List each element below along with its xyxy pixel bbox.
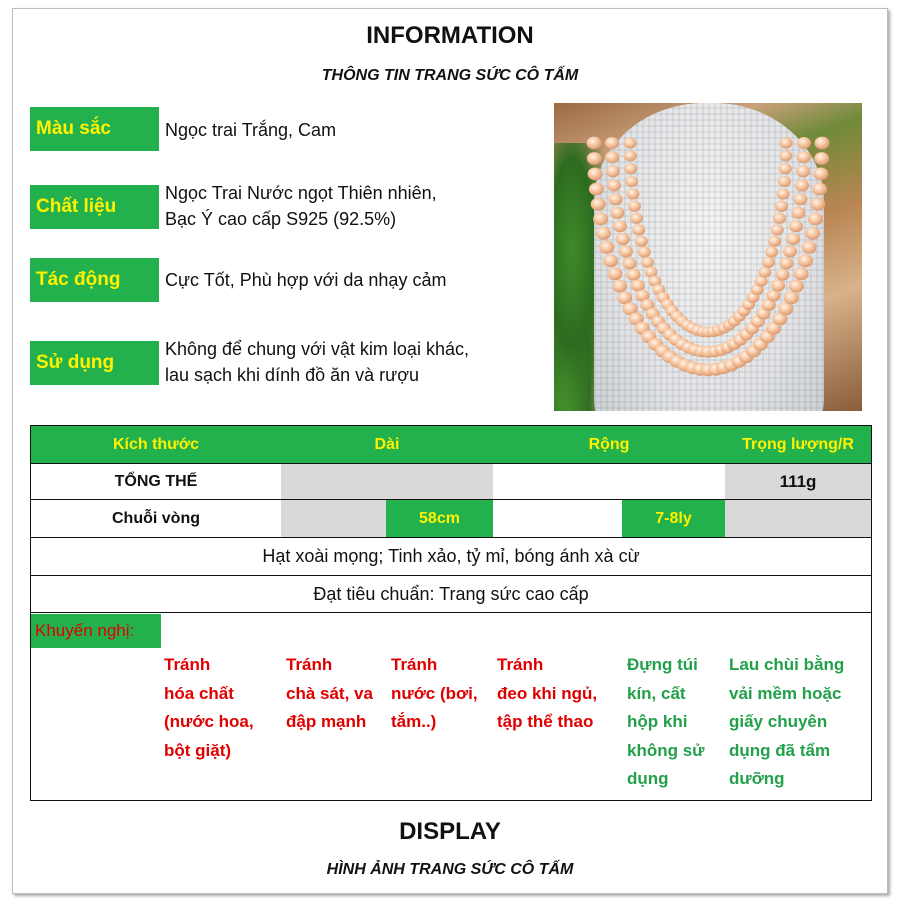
pearl-bead [599, 241, 614, 254]
pearl-bead [591, 198, 606, 211]
pearl-bead [605, 151, 619, 163]
pearl-bead [623, 257, 637, 269]
pearl-bead [641, 257, 654, 268]
attr-value-line: Bạc Ý cao cấp S925 (92.5%) [165, 209, 397, 229]
attr-value-line: Ngọc Trai Nước ngọt Thiên nhiên, [165, 183, 437, 203]
pearl-bead [798, 254, 813, 267]
pearl-bead [812, 183, 827, 196]
pearl-bead [628, 201, 641, 212]
page-title: INFORMATION [366, 22, 534, 49]
pearl-bead [778, 302, 793, 315]
attr-value-usage [165, 336, 469, 388]
pearl-bead [624, 163, 637, 174]
pearl-bead [759, 267, 772, 278]
header-length: Dài [281, 426, 493, 463]
attr-label-material: Chất liệu [30, 185, 159, 229]
pearl-bead [797, 137, 811, 149]
pearl-bead [625, 176, 638, 187]
note-quality: Hạt xoài mọng; Tinh xảo, tỷ mỉ, bóng ánh xà cừ [262, 546, 640, 566]
attr-value-line: lau sạch khi dính đồ ăn và rượu [165, 365, 420, 385]
rec-line: Tránh [164, 655, 211, 674]
attr-value-line: Cực Tốt, Phù hợp với da nhạy cảm [165, 270, 447, 290]
pearl-bead [611, 207, 625, 219]
pearl-bead [779, 150, 792, 161]
rec-line: vải mềm hoặc [729, 683, 842, 703]
pearl-bead [814, 152, 829, 165]
overall-length-cell [281, 464, 493, 499]
rec-line: hóa chất [164, 683, 234, 703]
pearl-bead [810, 198, 825, 211]
rec-line: chà sát, va [286, 683, 373, 703]
pearl-bead [593, 213, 608, 226]
pearl-bead [588, 168, 603, 181]
attr-label-color: Màu sắc [30, 107, 159, 151]
attr-label-effect: Tác động [30, 258, 159, 302]
rec-line: tập thể thao [497, 712, 594, 731]
table-row-strand [31, 500, 871, 538]
strand-width: 7-8ly [622, 500, 725, 537]
display-subtitle: HÌNH ẢNH TRANG SỨC CÔ TẤM [326, 861, 574, 878]
recommendation-2 [286, 651, 373, 737]
pearl-bead [808, 213, 823, 226]
recommend-label: Khuyến nghị: [31, 614, 161, 648]
pearl-bead [776, 269, 790, 281]
pearl-bead [638, 247, 651, 258]
pearl-bead [795, 180, 809, 192]
pearl-bead [779, 163, 792, 174]
attr-value-material [165, 180, 437, 232]
rec-line: Tránh [286, 655, 333, 674]
pearl-bead [786, 233, 800, 245]
rec-line: tắm..) [391, 712, 437, 731]
pearl-bead [607, 267, 622, 280]
pearl-bead [784, 291, 799, 304]
pearl-bead [778, 176, 791, 187]
rec-line: dụng [627, 769, 669, 788]
pearl-bead [796, 165, 810, 177]
pearl-bead [773, 213, 786, 224]
rec-line: Lau chùi bằng [729, 655, 845, 674]
pearl-bead [792, 207, 806, 219]
rec-line: đập mạnh [286, 712, 367, 731]
pearl-bead [619, 246, 633, 258]
table-row-overall [31, 464, 871, 500]
pearl-bead [765, 247, 778, 258]
pearl-necklace-image [554, 103, 862, 411]
rec-line: kín, cất [627, 683, 686, 703]
rec-line: dụng đã tẩm [729, 740, 831, 760]
pearl-bead [632, 225, 645, 236]
overall-label: TỔNG THỂ [114, 472, 198, 490]
pearl-bead [617, 291, 632, 304]
attr-label-usage: Sử dụng [30, 341, 159, 385]
header-size: Kích thước [31, 426, 281, 463]
recommendation-3 [391, 651, 478, 737]
strand-width-pad [493, 500, 622, 537]
display-title: DISPLAY [399, 818, 501, 845]
pearl-bead [609, 193, 623, 205]
pearl-bead [612, 280, 627, 293]
recommendation-6 [729, 651, 844, 794]
size-table [30, 425, 872, 801]
rec-line: không sử [627, 740, 705, 760]
overall-weight: 111g [725, 464, 871, 499]
rec-line: bột giặt) [164, 740, 232, 760]
pearl-bead [777, 189, 790, 200]
pearl-bead [813, 168, 828, 181]
rec-line: dưỡng [729, 769, 785, 788]
header-weight: Trọng lượng/R [725, 426, 871, 463]
rec-line: giấy chuyên [729, 712, 828, 731]
rec-line: Tránh [497, 655, 544, 674]
rec-line: đeo khi ngủ, [497, 683, 598, 703]
strand-length: 58cm [386, 500, 493, 537]
pearl-bead [630, 213, 643, 224]
pearl-bead [624, 138, 637, 149]
rec-line: Đựng túi [627, 655, 698, 674]
rec-line: hộp khi [627, 712, 688, 731]
rec-line: Tránh [391, 655, 438, 674]
strand-label: Chuỗi vòng [112, 509, 200, 527]
pearl-bead [789, 220, 803, 232]
pearl-bead [635, 236, 648, 247]
pearl-bead [587, 137, 602, 150]
strand-weight-cell [725, 500, 871, 537]
pearl-bead [605, 137, 619, 149]
page-subtitle: THÔNG TIN TRANG SỨC CÔ TẤM [321, 67, 579, 84]
pearl-bead [802, 241, 817, 254]
attr-value-line: Ngọc trai Trắng, Cam [165, 120, 337, 140]
strand-length-pad [281, 500, 386, 537]
pearl-bead [783, 246, 797, 258]
rec-line: nước (bơi, [391, 683, 478, 703]
pearl-bead [616, 233, 630, 245]
pearl-bead [780, 138, 793, 149]
attr-value-effect [165, 267, 446, 293]
table-row-note2 [31, 576, 871, 613]
pearl-bead [793, 193, 807, 205]
pearl-bead [596, 227, 611, 240]
pearl-bead [606, 165, 620, 177]
attr-value-color [165, 117, 336, 143]
pearl-bead [789, 280, 804, 293]
pearl-bead [797, 151, 811, 163]
pearl-bead [771, 225, 784, 236]
recommendation-1 [164, 651, 254, 765]
recommendation-5 [627, 651, 704, 794]
product-photo [554, 103, 862, 411]
pearl-bead [771, 280, 785, 292]
pearl-bead [815, 137, 830, 150]
pearl-bead [768, 236, 781, 247]
pearl-bead [589, 183, 604, 196]
overall-width-cell [493, 464, 725, 499]
rec-line: (nước hoa, [164, 712, 254, 731]
header-width: Rộng [493, 426, 725, 463]
pearl-bead [624, 150, 637, 161]
note-standard: Đạt tiêu chuẩn: Trang sức cao cấp [313, 583, 589, 604]
pearl-bead [607, 180, 621, 192]
table-header-row [31, 426, 871, 464]
pearl-bead [603, 254, 618, 267]
pearl-bead [627, 269, 641, 281]
pearl-bead [775, 201, 788, 212]
table-row-note1 [31, 538, 871, 576]
pearl-bead [779, 257, 793, 269]
pearl-bead [794, 267, 809, 280]
pearl-bead [613, 220, 627, 232]
pearl-bead [587, 152, 602, 165]
attr-value-line: Không để chung với vật kim loại khác, [165, 339, 469, 359]
pearl-bead [805, 227, 820, 240]
pearl-bead [626, 189, 639, 200]
pearl-bead [762, 257, 775, 268]
recommendation-4 [497, 651, 597, 737]
